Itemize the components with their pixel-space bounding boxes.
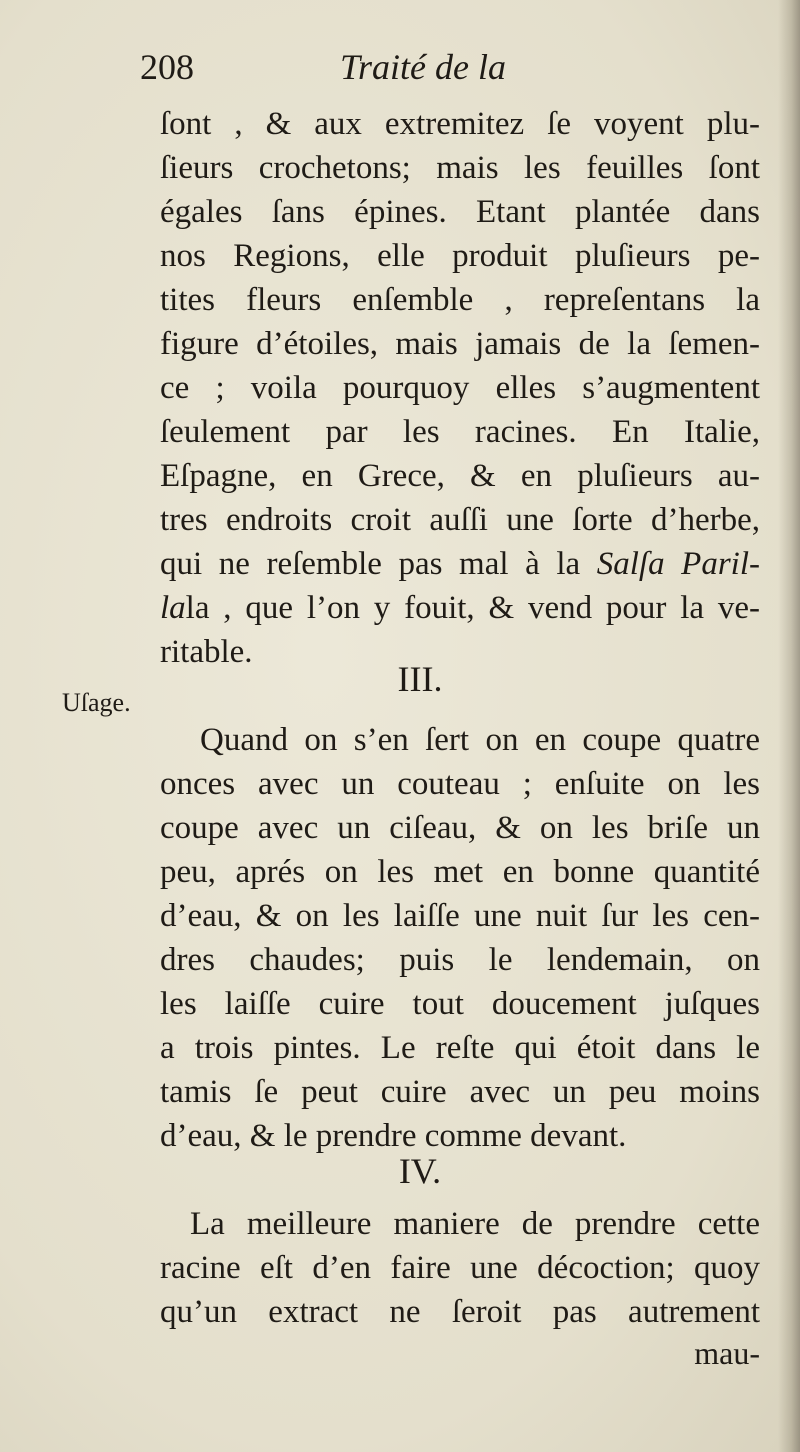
- text-line: a trois pintes. Le reſte qui étoit dans le: [160, 1030, 760, 1066]
- section-number-4: IV.: [398, 1151, 442, 1191]
- text-line: Eſpagne, en Grece, & en pluſieurs au-: [160, 458, 760, 494]
- text-line: les laiſſe cuire tout doucement juſques: [160, 986, 760, 1022]
- text-segment: qui ne reſemble pas mal à la: [160, 546, 597, 582]
- section-number-3: III.: [397, 659, 443, 699]
- text-line: d’eau, & le prendre comme devant.: [160, 1118, 627, 1154]
- text-line: dres chaudes; puis le lendemain, on: [160, 942, 760, 978]
- text-line: d’eau, & on les laiſſe une nuit ſur les cen-: [160, 898, 760, 934]
- paragraph-section-4: [160, 1202, 760, 1334]
- text-line: Quand on s’en ſert on en coupe quatre: [200, 722, 760, 758]
- text-line: tres endroits croit auſſi une ſorte d’herbe,: [160, 502, 760, 538]
- text-segment: la , que l’on y fouit, & vend pour la ve-: [185, 590, 760, 626]
- text-line: ritable.: [160, 634, 253, 670]
- marginal-note: Uſage.: [62, 688, 131, 717]
- text-line-with-italic: [160, 542, 760, 586]
- paragraph-section-3: [160, 718, 760, 1158]
- italic-term: Salſa Paril-: [596, 546, 760, 582]
- text-line: ſont , & aux extremitez ſe voyent plu-: [160, 106, 760, 142]
- text-line: La meilleure maniere de prendre cette: [190, 1206, 760, 1242]
- text-line: racine eſt d’en faire une décoction; quoy: [160, 1250, 760, 1286]
- paragraph-1: [160, 102, 760, 674]
- page-number: 208: [140, 47, 194, 87]
- page-gutter-shadow: [778, 0, 800, 1452]
- text-line: tites fleurs enſemble , repreſentans la: [160, 282, 760, 318]
- text-line: qu’un extract ne ſeroit pas autrement: [160, 1294, 760, 1330]
- text-line: égales ſans épines. Etant plantée dans: [160, 194, 760, 230]
- text-line: onces avec un couteau ; enſuite on les: [160, 766, 760, 802]
- text-line: nos Regions, elle produit pluſieurs pe-: [160, 238, 760, 274]
- catchword: mau-: [694, 1335, 760, 1371]
- text-line-with-italic: [160, 586, 760, 630]
- text-line: ce ; voila pourquoy elles s’augmentent: [160, 370, 760, 406]
- text-line: figure d’étoiles, mais jamais de la ſemen-: [160, 326, 760, 362]
- text-line: ſieurs crochetons; mais les feuilles ſont: [160, 150, 760, 186]
- text-line: coupe avec un ciſeau, & on les briſe un: [160, 810, 760, 846]
- italic-term: la: [160, 590, 186, 626]
- text-line: tamis ſe peut cuire avec un peu moins: [160, 1074, 760, 1110]
- text-line: peu, aprés on les met en bonne quantité: [160, 854, 760, 890]
- text-line: ſeulement par les racines. En Italie,: [160, 414, 760, 450]
- running-title: Traité de la: [340, 47, 507, 87]
- running-head: [140, 46, 700, 96]
